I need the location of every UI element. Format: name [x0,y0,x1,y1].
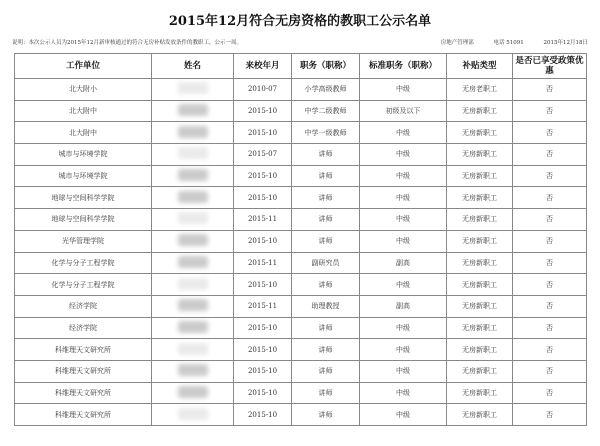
cell-subsidy-type: 无房新职工 [447,230,513,252]
cell-subsidy-type: 无房新职工 [447,339,513,361]
cell-unit: 科维理天文研究所 [15,339,152,361]
table-row [15,295,587,317]
cell-arrival-date: 2015-10 [234,100,292,122]
header-name: 姓名 [152,54,234,79]
table-row [15,274,587,296]
cell-unit: 化学与分子工程学院 [15,252,152,274]
table-row [15,360,587,382]
redacted-name-blur [178,408,208,420]
table-row [15,79,587,101]
note-meta [423,38,588,46]
cell-position: 中学二级教师 [292,100,360,122]
cell-standard-position: 副高 [360,295,447,317]
cell-standard-position: 中级 [360,382,447,404]
cell-name [152,382,234,404]
cell-policy-enjoyed: 否 [513,79,587,101]
cell-policy-enjoyed: 否 [513,165,587,187]
cell-position: 讲师 [292,317,360,339]
cell-position: 讲师 [292,144,360,166]
cell-unit: 城市与环境学院 [15,165,152,187]
redacted-name-blur [178,104,208,116]
cell-subsidy-type: 无房新职工 [447,252,513,274]
redacted-name-blur [178,321,208,333]
table-header-row [15,54,587,79]
table-row [15,317,587,339]
cell-arrival-date: 2015-11 [234,295,292,317]
cell-subsidy-type: 无房新职工 [447,209,513,231]
table-row [15,144,587,166]
cell-arrival-date: 2015-10 [234,317,292,339]
cell-name [152,252,234,274]
table-row [15,165,587,187]
cell-position: 小学高级教师 [292,79,360,101]
cell-name [152,144,234,166]
cell-subsidy-type: 无房新职工 [447,165,513,187]
redacted-name-blur [178,126,208,138]
cell-arrival-date: 2010-07 [234,79,292,101]
cell-policy-enjoyed: 否 [513,252,587,274]
table-row [15,209,587,231]
table-row [15,252,587,274]
cell-standard-position: 副高 [360,252,447,274]
cell-standard-position: 中级 [360,317,447,339]
table-row [15,382,587,404]
cell-subsidy-type: 无房新职工 [447,404,513,426]
cell-arrival-date: 2015-11 [234,252,292,274]
cell-standard-position: 中级 [360,187,447,209]
cell-unit: 北大附中 [15,122,152,144]
office-phone: 电话 51091 [493,40,524,46]
cell-arrival-date: 2015-10 [234,404,292,426]
table-row [15,187,587,209]
redacted-name-blur [178,212,208,224]
cell-subsidy-type: 无房新职工 [447,187,513,209]
cell-unit: 地球与空间科学学院 [15,209,152,231]
cell-subsidy-type: 无房新职工 [447,100,513,122]
header-unit: 工作单位 [15,54,152,79]
redacted-name-blur [178,299,208,311]
cell-policy-enjoyed: 否 [513,230,587,252]
cell-arrival-date: 2015-10 [234,122,292,144]
redacted-name-blur [178,256,208,268]
cell-policy-enjoyed: 否 [513,209,587,231]
cell-name [152,209,234,231]
cell-name [152,360,234,382]
cell-unit: 光华管理学院 [15,230,152,252]
cell-subsidy-type: 无房新职工 [447,144,513,166]
cell-name [152,187,234,209]
cell-standard-position: 中级 [360,339,447,361]
cell-position: 讲师 [292,360,360,382]
cell-policy-enjoyed: 否 [513,317,587,339]
staff-table [14,53,587,426]
document-title: 2015年12月符合无房资格的教职工公示名单 [168,14,432,29]
redacted-name-blur [178,278,208,290]
cell-name [152,339,234,361]
redacted-name-blur [178,147,208,159]
cell-unit: 科维理天文研究所 [15,382,152,404]
cell-position: 讲师 [292,165,360,187]
cell-arrival-date: 2015-10 [234,187,292,209]
cell-name [152,317,234,339]
cell-policy-enjoyed: 否 [513,382,587,404]
cell-subsidy-type: 无房新职工 [447,382,513,404]
note-text: 说明：本次公示人员为2015年12月新审核通过的符合无房补贴发放条件的教职工，公示一周。 [12,40,242,46]
cell-subsidy-type: 无房新职工 [447,317,513,339]
cell-policy-enjoyed: 否 [513,274,587,296]
cell-policy-enjoyed: 否 [513,187,587,209]
cell-name [152,122,234,144]
redacted-name-blur [178,82,208,94]
cell-policy-enjoyed: 否 [513,122,587,144]
cell-subsidy-type: 无房新职工 [447,274,513,296]
cell-name [152,274,234,296]
cell-subsidy-type: 无房老职工 [447,79,513,101]
cell-position: 讲师 [292,382,360,404]
cell-unit: 城市与环境学院 [15,144,152,166]
table-body [15,79,587,426]
cell-unit: 经济学院 [15,317,152,339]
cell-unit: 经济学院 [15,295,152,317]
redacted-name-blur [178,386,208,398]
cell-name [152,295,234,317]
cell-unit: 地球与空间科学学院 [15,187,152,209]
cell-standard-position: 中级 [360,404,447,426]
cell-arrival-date: 2015-07 [234,144,292,166]
table-row [15,100,587,122]
cell-unit: 北大附小 [15,79,152,101]
cell-position: 助理教授 [292,295,360,317]
cell-arrival-date: 2015-10 [234,360,292,382]
cell-policy-enjoyed: 否 [513,295,587,317]
header-arrival-date: 来校年月 [234,54,292,79]
table-row [15,230,587,252]
cell-arrival-date: 2015-10 [234,274,292,296]
cell-subsidy-type: 无房新职工 [447,295,513,317]
notice-date: 2015年12月18日 [543,40,588,46]
header-policy-enjoyed: 是否已享受政策优惠 [513,54,587,79]
note-line [12,38,588,46]
cell-position: 讲师 [292,404,360,426]
cell-standard-position: 中级 [360,230,447,252]
redacted-name-blur [178,234,208,246]
header-standard-position: 标准职务（职称） [360,54,447,79]
table-row [15,122,587,144]
cell-policy-enjoyed: 否 [513,404,587,426]
cell-standard-position: 中级 [360,209,447,231]
redacted-name-blur [178,364,208,376]
cell-policy-enjoyed: 否 [513,144,587,166]
cell-name [152,404,234,426]
cell-unit: 科维理天文研究所 [15,360,152,382]
header-subsidy-type: 补贴类型 [447,54,513,79]
cell-arrival-date: 2015-10 [234,339,292,361]
cell-unit: 科维理天文研究所 [15,404,152,426]
cell-arrival-date: 2015-11 [234,209,292,231]
cell-subsidy-type: 无房新职工 [447,360,513,382]
cell-standard-position: 中级 [360,360,447,382]
office-name: 房地产管理部 [440,40,474,46]
cell-arrival-date: 2015-10 [234,230,292,252]
redacted-name-blur [178,191,208,203]
cell-position: 讲师 [292,339,360,361]
cell-position: 讲师 [292,274,360,296]
cell-unit: 化学与分子工程学院 [15,274,152,296]
cell-standard-position: 中级 [360,144,447,166]
cell-policy-enjoyed: 否 [513,100,587,122]
cell-standard-position: 初级及以下 [360,100,447,122]
cell-unit: 北大附中 [15,100,152,122]
cell-standard-position: 中级 [360,165,447,187]
cell-position: 讲师 [292,187,360,209]
redacted-name-blur [178,169,208,181]
cell-arrival-date: 2015-10 [234,382,292,404]
cell-name [152,230,234,252]
table-row [15,404,587,426]
cell-name [152,165,234,187]
cell-arrival-date: 2015-10 [234,165,292,187]
cell-standard-position: 中级 [360,79,447,101]
cell-policy-enjoyed: 否 [513,360,587,382]
cell-position: 中学一级教师 [292,122,360,144]
cell-standard-position: 中级 [360,274,447,296]
table-row [15,339,587,361]
header-position: 职务（职称） [292,54,360,79]
cell-position: 讲师 [292,230,360,252]
cell-name [152,79,234,101]
cell-position: 副研究员 [292,252,360,274]
redacted-name-blur [178,343,208,355]
cell-policy-enjoyed: 否 [513,339,587,361]
cell-name [152,100,234,122]
cell-position: 讲师 [292,209,360,231]
cell-standard-position: 中级 [360,122,447,144]
cell-subsidy-type: 无房新职工 [447,122,513,144]
